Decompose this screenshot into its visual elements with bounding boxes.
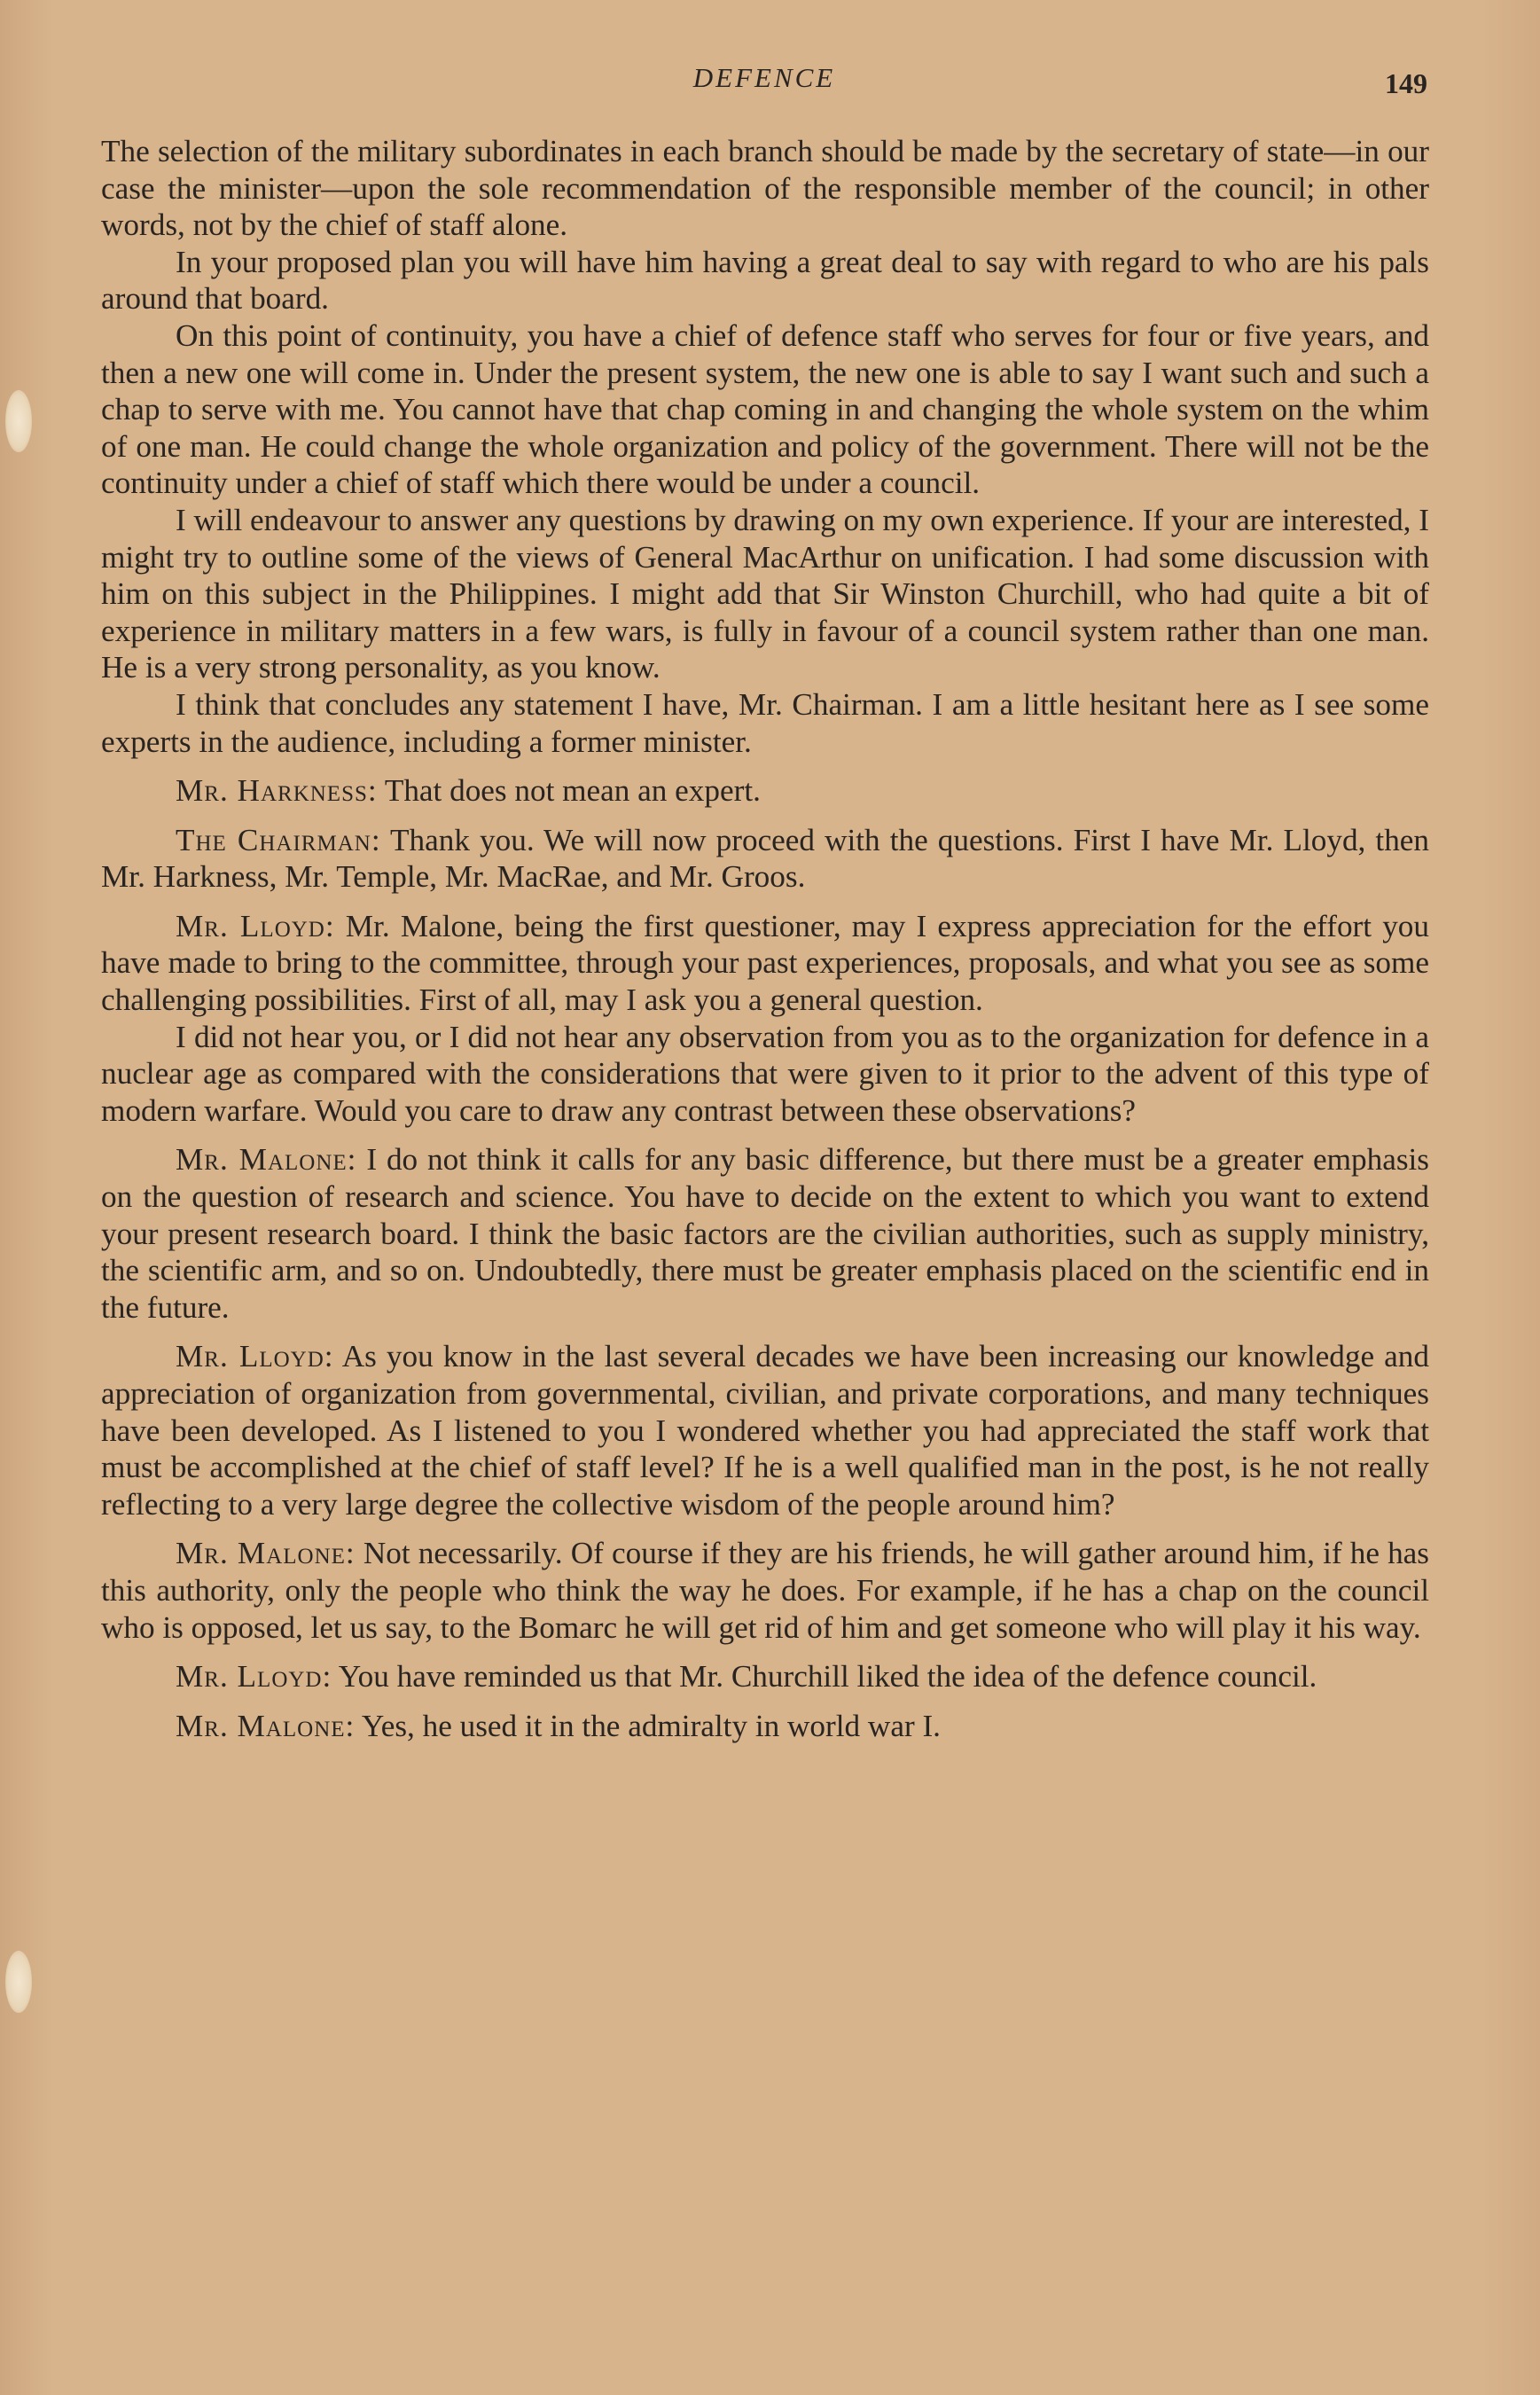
binding-hole-bottom xyxy=(5,1951,32,2013)
paragraph xyxy=(101,133,1429,244)
paragraph-text: The selection of the military subordinates in each branch should be made by the secretary of state—in our case the minister—upon the sole recommendation of the responsible member of the council; in other words, not by the chief of staff alone. xyxy=(101,134,1429,243)
speaker-name: The Chairman: xyxy=(176,822,381,857)
paragraph-text: I do not think it calls for any basic difference, but there must be a greater emphasis on the question of research and science. You have to decide on the extent to which you want to extend your present research board. I think the basic factors are the civilian authorities, such as supply ministry, the scientific arm, and so on. Undoubtedly, there must be greater emphasis placed on the scientific end in the future. xyxy=(101,1142,1429,1325)
header-title: DEFENCE xyxy=(692,62,836,93)
dialog-paragraph xyxy=(101,1338,1429,1522)
paragraph-text: In your proposed plan you will have him having a great deal to say with regard to who are his pals around that board. xyxy=(101,244,1429,317)
binding-hole-top xyxy=(5,390,32,452)
paragraph-text: Yes, he used it in the admiralty in world war I. xyxy=(355,1708,941,1743)
paragraph xyxy=(101,317,1429,502)
speaker-name: Mr. Malone: xyxy=(176,1708,356,1743)
paragraph-text: Not necessarily. Of course if they are his friends, he will gather around him, if he has this authority, only the people who think the way he does. For example, if he has a chap on the council who is opposed, let us say, to the Bomarc he will get rid of him and get someone who will play it his way. xyxy=(101,1536,1429,1645)
speaker-name: Mr. Malone: xyxy=(176,1536,356,1571)
dialog-paragraph xyxy=(101,1658,1429,1695)
running-head xyxy=(101,62,1427,106)
paragraph-text: That does not mean an expert. xyxy=(377,773,761,809)
paragraph xyxy=(101,244,1429,317)
speaker-name: Mr. Lloyd: xyxy=(176,1659,332,1695)
dialog-paragraph xyxy=(101,822,1429,896)
dialog-paragraph xyxy=(101,1535,1429,1646)
paragraph-text: Mr. Malone, being the first questioner, may I express appreciation for the effort you have made to bring to the committee, through your past experiences, proposals, and what you see as some challenging possibilities. First of all, may I ask you a general question. xyxy=(101,908,1429,1018)
paragraph-text: I think that concludes any statement I have, Mr. Chairman. I am a little hesitant here as I see some experts in the audience, including a former minister. xyxy=(101,686,1429,759)
speaker-name: Mr. Lloyd: xyxy=(176,908,335,943)
dialog-paragraph xyxy=(101,908,1429,1019)
paragraph-text: As you know in the last several decades we have been increasing our knowledge and appreciation of organization from governmental, civilian, and private corporations, and many techniques have been developed. As I listened to you I wondered whether you had appreciated the staff work that must be accomplished at the chief of staff level? If he is a well qualified man in the post, is he not really reflecting to a very large degree the collective wisdom of the people around him? xyxy=(101,1339,1429,1522)
dialog-paragraph xyxy=(101,772,1429,810)
paragraph-text: I did not hear you, or I did not hear any observation from you as to the organization for defence in a nuclear age as compared with the considerations that were given to it prior to the advent of this type of modern warfare. Would you care to draw any contrast between these observations? xyxy=(101,1019,1429,1128)
page-number: 149 xyxy=(1385,67,1427,99)
paragraph xyxy=(101,502,1429,686)
body-text xyxy=(101,133,1429,1744)
paragraph xyxy=(101,686,1429,760)
speaker-name: Mr. Malone: xyxy=(176,1142,357,1178)
dialog-paragraph xyxy=(101,1141,1429,1326)
speaker-name: Mr. Harkness: xyxy=(176,773,378,809)
paragraph-text: On this point of continuity, you have a chief of defence staff who serves for four or five years, and then a new one will come in. Under the present system, the new one is able to say I want such and such a chap to serve with me. You cannot have that chap coming in and changing the whole system on the whim of one man. He could change the whole organization and policy of the government. There will not be the continuity under a chief of staff which there would be under a council. xyxy=(101,317,1429,501)
dialog-paragraph xyxy=(101,1708,1429,1745)
paragraph-text: I will endeavour to answer any questions by drawing on my own experience. If your are interested, I might try to outline some of the views of General MacArthur on unification. I had some discussion with him on this subject in the Philippines. I might add that Sir Winston Churchill, who had quite a bit of experience in military matters in a few wars, is fully in favour of a council system rather than one man. He is a very strong personality, as you know. xyxy=(101,502,1429,685)
paragraph-text: Thank you. We will now proceed with the questions. First I have Mr. Lloyd, then Mr. Harkness, Mr. Temple, Mr. MacRae, and Mr. Groos. xyxy=(101,822,1430,895)
speaker-name: Mr. Lloyd: xyxy=(176,1339,334,1374)
paragraph xyxy=(101,1019,1429,1130)
paragraph-text: You have reminded us that Mr. Churchill liked the idea of the defence council. xyxy=(332,1659,1317,1695)
